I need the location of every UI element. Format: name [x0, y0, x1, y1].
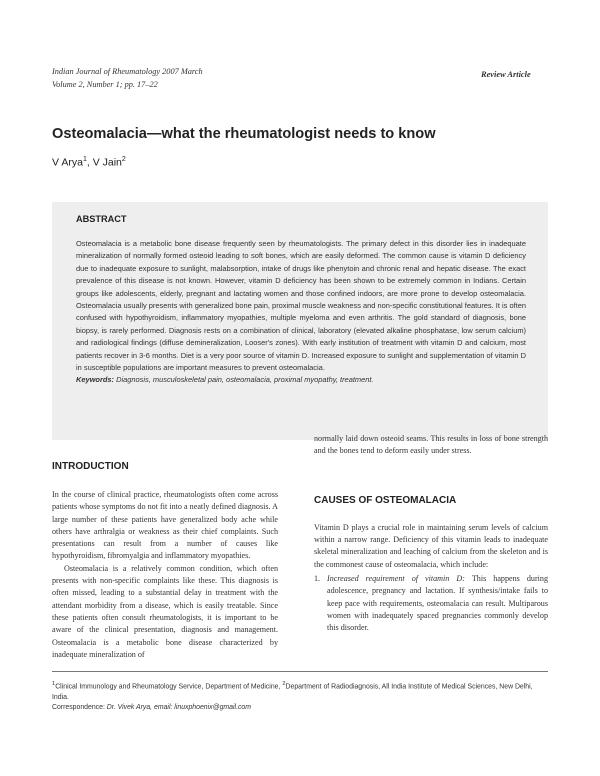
journal-name-line: Indian Journal of Rheumatology 2007 March	[52, 67, 203, 76]
left-column	[52, 461, 278, 661]
correspondence-footnote	[52, 703, 548, 714]
list-item	[314, 573, 548, 634]
introduction-continued-paragraph: normally laid down osteoid seams. This results in loss of bone strength and the bones tend to deform easily under stress.	[314, 434, 548, 456]
abstract-body	[76, 238, 526, 387]
author-name: V Jain	[92, 156, 122, 169]
author-affiliation-marker: 1	[82, 156, 87, 163]
affiliation-marker: 1	[52, 681, 56, 687]
keywords-line	[76, 374, 526, 386]
footnote-divider	[52, 671, 548, 672]
right-column	[314, 433, 548, 635]
journal-citation	[52, 66, 203, 91]
author-separator: ,	[86, 156, 93, 169]
correspondence-details: Dr. Vivek Arya, email: linuxphoenix@gmail.com	[106, 704, 252, 712]
causes-heading: CAUSES OF OSTEOMALACIA	[314, 494, 457, 506]
list-item-text: This happens during adolescence, pregnancy and lactation. If synthesis/intake fails to keep pace with requirements, osteomalacia can result. Multiparous women with inadequately spaced pregnancies commonly develop this disorder.	[327, 574, 548, 633]
correspondence-label: Correspondence:	[52, 704, 107, 712]
author-list	[52, 156, 126, 169]
author-name: V Arya	[52, 156, 83, 169]
list-item-title: Increased requirement of vitamin D:	[327, 574, 465, 584]
abstract-paragraph: Osteomalacia is a metabolic bone disease frequently seen by rheumatologists. The primary defect in this disorder lies in inadequate mineralization of normally formed osteoid leading to soft bones, which are easily deformed. The common cause is vitamin D deficiency due to inadequate exposure to sunlight, malabsorption, intake of drugs like phenytoin and chronic renal and hepatic disease. The exact prevalence of this disease is not known. However, vitamin D deficiency has been shown to be extremely common in Indians. Certain groups like adolescents, elderly, pregnant and lactating women and those confined indoors, are more prone to develop osteomalacia. Osteomalacia usually presents with generalized bone pain, proximal muscle weakness and non-specific constitutional features. It is often confused with hypothyroidism, inflammatory myopathies, multiple myeloma and even arthritis. The gold standard of diagnosis, bone biopsy, is rarely performed. Diagnosis rests on a combination of clinical, laboratory (elevated alkaline phosphatase, low serum calcium) and radiological findings (diffuse demineralization, Looser's zones). With early institution of treatment with vitamin D and calcium, most patients recover in 3-6 months. Diet is a very poor source of vitamin D. Increased exposure to sunlight and supplementation of vitamin D in susceptible populations are important measures to prevent osteomalacia.	[76, 239, 526, 373]
causes-paragraph: Vitamin D plays a crucial role in maintaining serum levels of calcium within a narrow range. Deficiency of this vitamin leads to inadequate skeletal mineralization and leaching of calcium from the skeleton and is the commonest cause of osteomalacia, which include:	[314, 522, 548, 569]
introduction-paragraph: Osteomalacia is a relatively common condition, which often presents with non-specific complaints like these. This diagnosis is often missed, leading to a substantial delay in treatment with the attendant morbidity from a disease, which is easily treatable. Since these patients often consult rheumatologists, it is important to be aware of the clinical presentation, diagnosis and management. Osteomalacia is a metabolic bone disease characterized by inadequate mineralization of	[52, 563, 278, 659]
introduction-heading: INTRODUCTION	[52, 461, 129, 472]
affiliation-text: Department of Radiodiagnosis, All India Institute of Medical Sciences, New Delhi, India.	[52, 683, 533, 701]
journal-volume-line: Volume 2, Number 1; pp. 17–22	[52, 79, 158, 89]
keywords-text: Diagnosis, musculoskeletal pain, osteomalacia, proximal myopathy, treatment.	[114, 375, 374, 385]
list-number: 1.	[314, 574, 321, 584]
affiliation-marker: 2	[282, 681, 286, 687]
affiliations-footnote	[52, 679, 548, 703]
abstract-heading: ABSTRACT	[76, 214, 127, 224]
section-tag: Review Article	[481, 70, 531, 79]
article-title: Osteomalacia—what the rheumatologist needs to know	[52, 126, 436, 142]
affiliation-text: Clinical Immunology and Rheumatology Service, Department of Medicine,	[55, 683, 283, 691]
author-affiliation-marker: 2	[121, 156, 126, 163]
keywords-label: Keywords:	[76, 375, 115, 385]
introduction-paragraph: In the course of clinical practice, rheumatologists often come across patients whose symptoms do not fit into a neatly defined diagnosis. A large number of these patients have generalized body ache while others have arthralgia or weakness as their chief complaints. Such presentations can result from a number of causes like hypothyroidism, fibromyalgia and inflammatory myopathies.	[52, 490, 278, 561]
list-item-body	[327, 573, 548, 634]
footnotes	[52, 679, 548, 714]
